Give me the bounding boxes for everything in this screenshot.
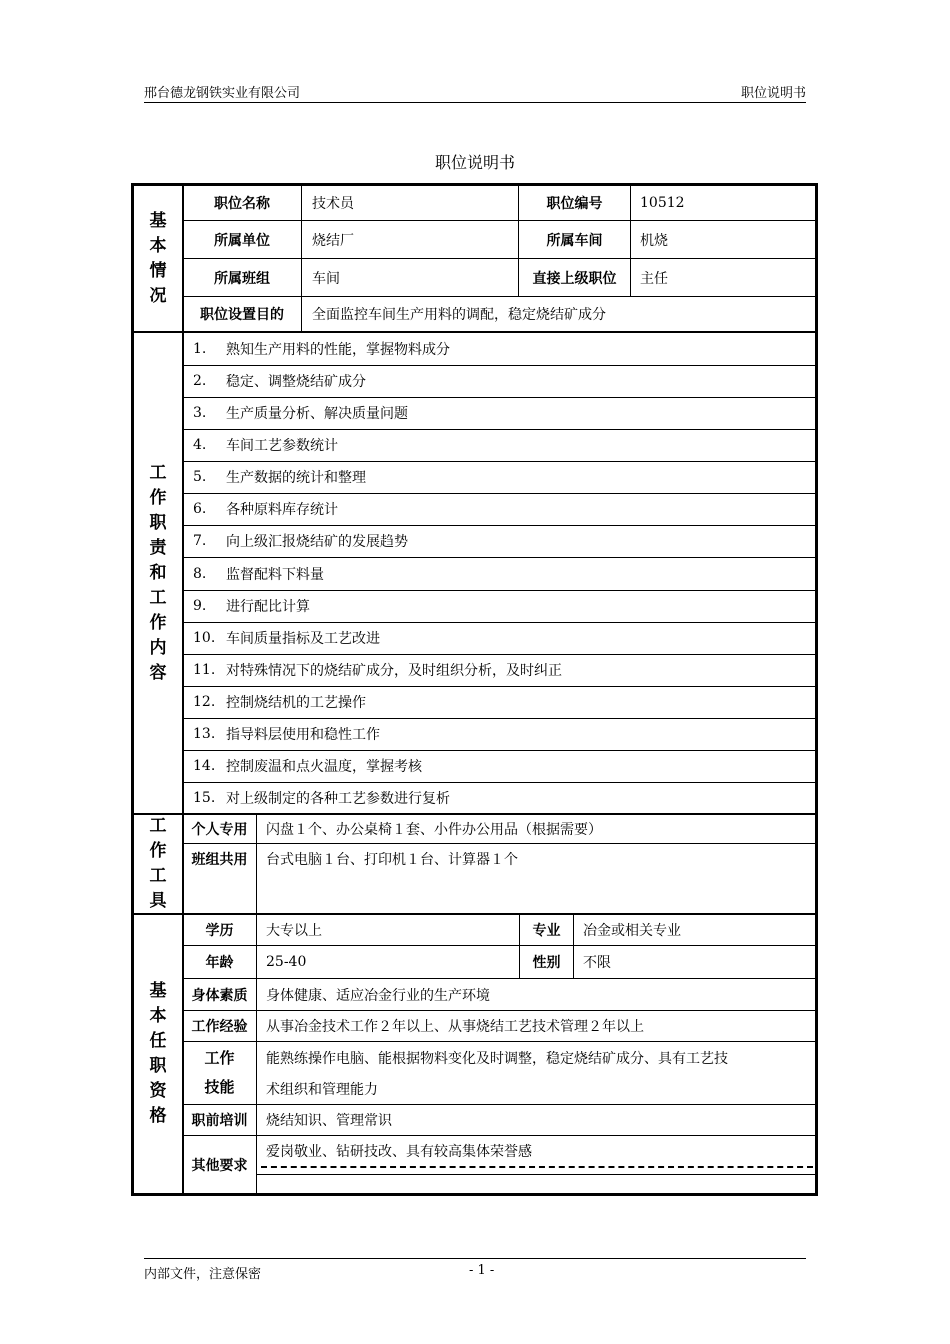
- duty-number: 2.: [193, 373, 207, 390]
- duty-number: 5.: [193, 469, 207, 486]
- duty-item: [183, 590, 815, 622]
- education-label: 学历: [205, 923, 234, 939]
- duty-text: 稳定、调整烧结矿成分: [226, 374, 366, 391]
- unit-value: 烧结厂: [312, 232, 354, 249]
- duty-text: 指导料层使用和稳性工作: [226, 726, 380, 743]
- major-value: 冶金或相关专业: [583, 923, 681, 939]
- skills-label: 工作 技能: [204, 1049, 235, 1096]
- duty-item: [183, 686, 815, 718]
- physical-label: 身体素质: [191, 987, 248, 1004]
- position-name-value: 技术员: [312, 196, 354, 212]
- experience-label: 工作经验: [191, 1019, 248, 1035]
- duty-number: 13.: [193, 725, 216, 742]
- position-no-value: 10512: [640, 195, 685, 211]
- duty-number: 8.: [193, 565, 207, 582]
- duty-item: [183, 397, 815, 429]
- duty-number: 9.: [193, 597, 207, 614]
- duty-item: [183, 365, 815, 397]
- page-title: 职位说明书: [434, 153, 515, 172]
- duty-item: [183, 333, 815, 365]
- skills-value-line-1: 能熟练操作电脑、能根据物料变化及时调整，稳定烧结矿成分、具有工艺技: [266, 1050, 728, 1067]
- section-label-tools: 工 作 工 具: [149, 816, 167, 911]
- education-value: 大专以上: [266, 923, 322, 939]
- duty-item: [183, 654, 815, 686]
- duty-number: 10.: [193, 629, 216, 646]
- header-company: 邢台德龙钢铁实业有限公司: [144, 86, 301, 101]
- section-label-qualifications: 基 本 任 职 资 格: [149, 981, 167, 1126]
- duty-item: [183, 557, 815, 589]
- duty-text: 车间质量指标及工艺改进: [226, 630, 380, 647]
- duty-item: [183, 429, 815, 461]
- row-divider: [256, 1174, 816, 1175]
- duty-text: 控制废温和点火温度，掌握考核: [226, 758, 422, 775]
- unit-label: 所属单位: [214, 232, 270, 249]
- duty-text: 生产质量分析、解决质量问题: [226, 406, 408, 423]
- duty-number: 1.: [193, 341, 207, 358]
- personal-tools-label: 个人专用: [191, 822, 248, 838]
- duty-text: 对上级制定的各种工艺参数进行复析: [226, 791, 450, 807]
- purpose-label: 职位设置目的: [200, 307, 284, 323]
- section-label-duties: 工 作 职 责 和 工 作 内 容: [149, 462, 167, 683]
- header-doc-type: 职位说明书: [740, 86, 806, 101]
- section-label-basic: 基 本 情 况: [149, 210, 167, 306]
- duty-item: [183, 718, 815, 750]
- position-name-label: 职位名称: [214, 196, 270, 212]
- duty-text: 车间工艺参数统计: [226, 438, 338, 455]
- footer-note: 内部文件，注意保密: [144, 1267, 262, 1282]
- position-no-label: 职位编号: [546, 196, 603, 212]
- major-label: 专业: [532, 923, 561, 939]
- duty-number: 15.: [193, 790, 216, 806]
- other-value: 爱岗敬业、钻研技改、具有较高集体荣誉感: [266, 1144, 532, 1160]
- personal-tools-value: 闪盘１个、办公桌椅１套、小件办公用品（根据需要）: [266, 822, 602, 838]
- purpose-value: 全面监控车间生产用料的调配，稳定烧结矿成分: [312, 307, 606, 323]
- other-label: 其他要求: [191, 1157, 248, 1174]
- duty-number: 6.: [193, 501, 207, 518]
- superior-value: 主任: [640, 270, 668, 287]
- age-value: 25-40: [266, 954, 307, 970]
- team-value: 车间: [312, 270, 340, 287]
- duty-item: [183, 750, 815, 782]
- skills-value-line-2: 术组织和管理能力: [266, 1081, 378, 1098]
- training-value: 烧结知识、管理常识: [266, 1113, 392, 1129]
- physical-value: 身体健康、适应冶金行业的生产环境: [266, 987, 490, 1004]
- shared-tools-label: 班组共用: [191, 852, 248, 868]
- page-number: - 1 -: [469, 1263, 495, 1278]
- duty-text: 控制烧结机的工艺操作: [226, 694, 366, 711]
- duty-text: 生产数据的统计和整理: [226, 470, 366, 487]
- duty-text: 监督配料下料量: [226, 566, 324, 583]
- training-label: 职前培训: [191, 1113, 248, 1129]
- duty-text: 进行配比计算: [226, 598, 310, 615]
- age-label: 年龄: [205, 955, 234, 971]
- duty-number: 3.: [193, 405, 207, 422]
- duty-item: [183, 622, 815, 654]
- duty-number: 14.: [193, 757, 216, 774]
- duty-number: 7.: [193, 533, 207, 550]
- experience-value: 从事冶金技术工作２年以上、从事烧结工艺技术管理２年以上: [266, 1019, 644, 1035]
- duty-number: 4.: [193, 437, 207, 454]
- duty-item: [183, 525, 815, 557]
- page-header: [144, 82, 806, 103]
- duty-text: 各种原料库存统计: [226, 502, 338, 519]
- superior-label: 直接上级职位: [532, 270, 617, 287]
- duty-item: [183, 782, 815, 814]
- duty-text: 向上级汇报烧结矿的发展趋势: [226, 534, 408, 551]
- gender-label: 性别: [532, 955, 561, 971]
- shared-tools-value: 台式电脑１台、打印机１台、计算器１个: [266, 852, 518, 868]
- workshop-label: 所属车间: [546, 232, 603, 249]
- duty-number: 11.: [193, 661, 216, 678]
- duty-text: 对特殊情况下的烧结矿成分，及时组织分析，及时纠正: [226, 662, 562, 679]
- duty-number: 12.: [193, 693, 216, 710]
- workshop-value: 机烧: [640, 232, 668, 249]
- duty-text: 熟知生产用料的性能，掌握物料成分: [226, 342, 450, 359]
- duty-item: [183, 493, 815, 525]
- duty-item: [183, 461, 815, 493]
- gender-value: 不限: [583, 955, 611, 971]
- dashed-rule: [261, 1166, 813, 1168]
- team-label: 所属班组: [214, 270, 270, 287]
- page-footer: [144, 1258, 806, 1282]
